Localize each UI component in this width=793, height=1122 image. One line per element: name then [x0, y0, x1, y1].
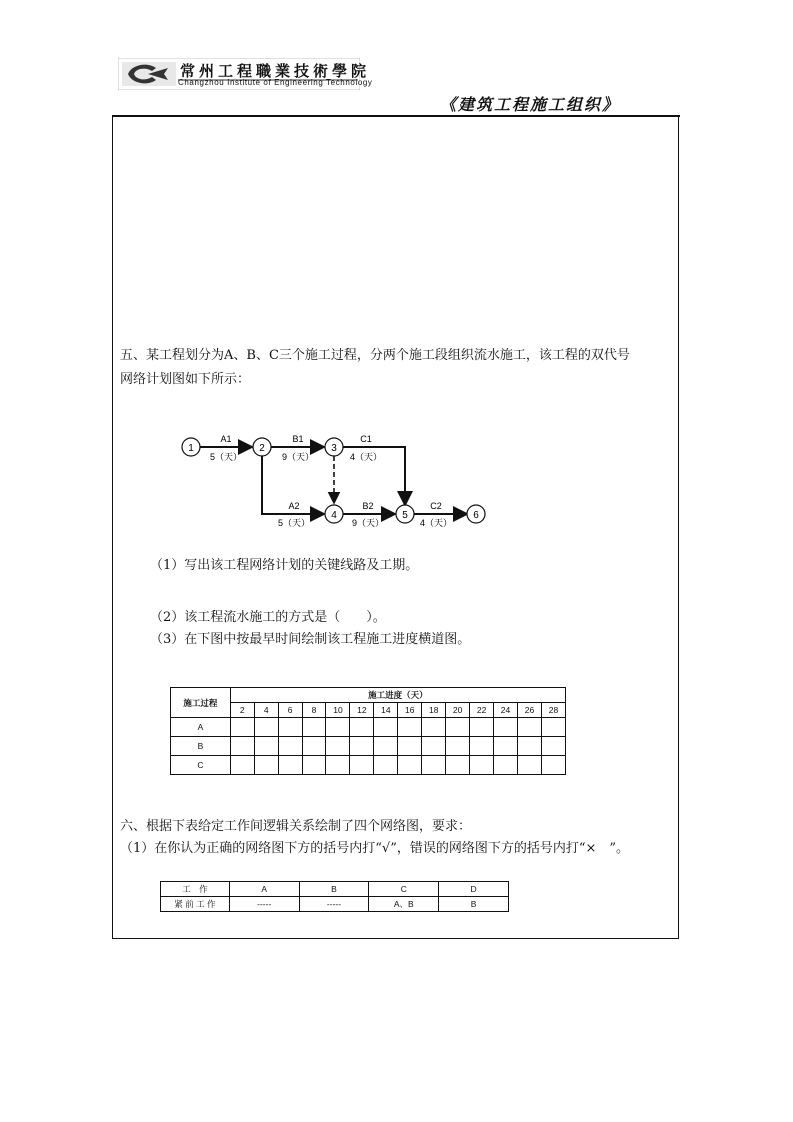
schedule-cell	[494, 718, 518, 737]
schedule-cell	[278, 756, 302, 775]
q5-intro-line1: 五、某工程划分为A、B、C三个施工过程，分两个施工段组织流水施工，该工程的双代号	[120, 348, 630, 363]
day-header: 22	[470, 703, 494, 718]
table-row	[171, 756, 566, 775]
schedule-cell	[254, 737, 278, 756]
activity-name: A2	[288, 501, 300, 511]
day-header: 26	[517, 703, 541, 718]
schedule-cell	[350, 718, 374, 737]
table-row	[171, 737, 566, 756]
schedule-cell	[517, 737, 541, 756]
schedule-cell	[470, 737, 494, 756]
work-cell: C	[369, 882, 439, 897]
predecessor-cell: -----	[299, 897, 369, 912]
work-cell: A	[229, 882, 299, 897]
schedule-cell	[446, 737, 470, 756]
node-label: 6	[473, 510, 479, 521]
day-header: 28	[541, 703, 565, 718]
q5-intro-line2: 网络计划图如下所示：	[120, 372, 251, 387]
day-header: 16	[398, 703, 422, 718]
document-title: 《建筑工程施工组织》	[440, 95, 621, 114]
schedule-cell	[254, 718, 278, 737]
day-header: 10	[326, 703, 350, 718]
table-row	[161, 882, 509, 897]
work-cell: D	[439, 882, 509, 897]
node-label: 3	[331, 443, 337, 454]
q5-sub3: （3）在下图中按最早时间绘制该工程施工进度横道图。	[150, 632, 471, 647]
dependency-table	[160, 881, 509, 912]
process-label: A	[171, 718, 231, 737]
activity-name: B1	[292, 434, 304, 444]
schedule-cell	[230, 737, 254, 756]
schedule-cell	[541, 737, 565, 756]
schedule-cell	[398, 718, 422, 737]
schedule-cell	[446, 718, 470, 737]
table-row	[171, 703, 566, 718]
node-label: 1	[188, 443, 194, 454]
activity-duration: 5（天）	[277, 518, 311, 528]
schedule-cell	[278, 718, 302, 737]
schedule-cell	[494, 737, 518, 756]
day-header: 2	[230, 703, 254, 718]
day-header: 20	[446, 703, 470, 718]
q6-intro: 六、根据下表给定工作间逻辑关系绘制了四个网络图，要求：	[120, 819, 472, 834]
schedule-cell	[326, 737, 350, 756]
process-label: C	[171, 756, 231, 775]
predecessor-cell: -----	[229, 897, 299, 912]
schedule-cell	[446, 756, 470, 775]
schedule-cell	[326, 718, 350, 737]
day-header: 8	[302, 703, 326, 718]
schedule-cell	[302, 756, 326, 775]
schedule-cell	[494, 756, 518, 775]
q5-sub2: （2）该工程流水施工的方式是（ ）。	[150, 610, 386, 625]
schedule-cell	[230, 718, 254, 737]
school-name-en: Changzhou Institute of Engineering Technology	[178, 78, 373, 87]
activity-duration: 9（天）	[351, 518, 385, 528]
process-label: B	[171, 737, 231, 756]
day-header: 6	[278, 703, 302, 718]
table-row	[161, 897, 509, 912]
activity-duration: 4（天）	[349, 452, 383, 462]
progress-header: 施工进度（天）	[230, 688, 565, 703]
school-name: 常州工程職業技術學院	[180, 62, 371, 80]
schedule-cell	[470, 756, 494, 775]
schedule-cell	[541, 718, 565, 737]
q6-sub1: （1）在你认为正确的网络图下方的括号内打“√”，错误的网络图下方的括号内打“× ”。	[120, 841, 630, 856]
day-header: 18	[422, 703, 446, 718]
predecessor-cell: B	[439, 897, 509, 912]
predecessor-header: 紧 前 工 作	[161, 897, 230, 912]
work-cell: B	[299, 882, 369, 897]
q5-sub1: （1）写出该工程网络计划的关键线路及工期。	[150, 558, 419, 573]
node-label: 4	[331, 510, 337, 521]
schedule-cell	[422, 718, 446, 737]
schedule-cell	[422, 756, 446, 775]
schedule-cell	[350, 756, 374, 775]
schedule-cell	[398, 737, 422, 756]
schedule-cell	[517, 756, 541, 775]
table-row	[171, 718, 566, 737]
table-row	[171, 688, 566, 703]
schedule-cell	[302, 737, 326, 756]
schedule-cell	[541, 756, 565, 775]
node-label: 2	[259, 443, 265, 454]
schedule-cell	[517, 718, 541, 737]
schedule-cell	[230, 756, 254, 775]
network-diagram	[170, 425, 510, 535]
schedule-cell	[374, 737, 398, 756]
day-header: 24	[494, 703, 518, 718]
activity-duration: 5（天）	[209, 452, 243, 462]
activity-name: B2	[362, 501, 374, 511]
day-header: 4	[254, 703, 278, 718]
activity-duration: 4（天）	[419, 518, 453, 528]
day-header: 14	[374, 703, 398, 718]
day-header: 12	[350, 703, 374, 718]
process-header: 施工过程	[171, 688, 231, 718]
predecessor-cell: A、B	[369, 897, 439, 912]
schedule-cell	[398, 756, 422, 775]
schedule-cell	[374, 718, 398, 737]
schedule-table	[170, 687, 566, 775]
activity-name: A1	[220, 434, 232, 444]
work-header: 工 作	[161, 882, 230, 897]
schedule-cell	[302, 718, 326, 737]
activity-name: C1	[360, 434, 372, 444]
schedule-cell	[326, 756, 350, 775]
schedule-cell	[350, 737, 374, 756]
schedule-cell	[374, 756, 398, 775]
schedule-cell	[422, 737, 446, 756]
node-label: 5	[402, 510, 408, 521]
schedule-cell	[278, 737, 302, 756]
schedule-cell	[470, 718, 494, 737]
activity-name: C2	[430, 501, 442, 511]
schedule-cell	[254, 756, 278, 775]
activity-duration: 9（天）	[281, 452, 315, 462]
